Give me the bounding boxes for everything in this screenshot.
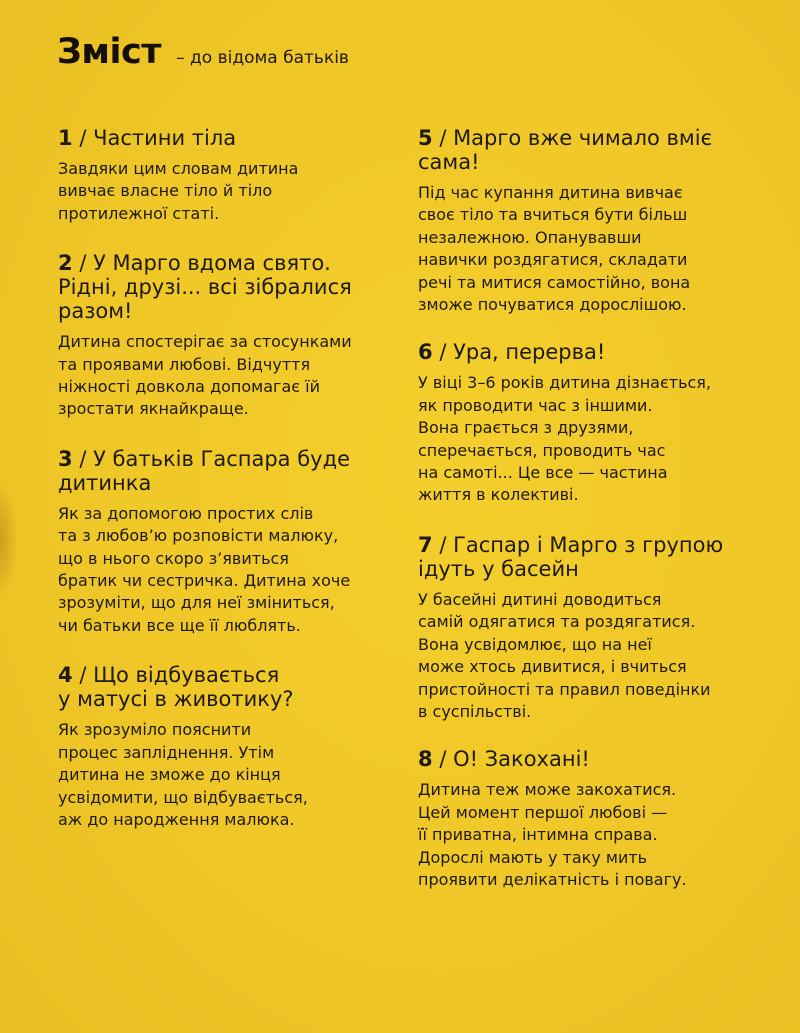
contents-section-5 [418,126,758,316]
section-body-line: пристойності та правил поведінки [418,679,711,699]
section-body [418,589,758,723]
section-body-line: зрозуміти, що для неї зміниться, [58,593,335,613]
section-title-line [58,126,398,150]
section-number: 4 [58,663,73,688]
section-body-line: Як зрозуміло пояснити [58,720,252,740]
section-title [58,663,398,711]
right-column [418,126,758,891]
section-title [418,533,758,581]
contents-section-1 [58,126,398,225]
section-body-line: на самоті... Це все — частина [418,463,668,483]
section-title-text: / Гаспар і Марго з групою [439,532,724,557]
page-header [57,32,349,72]
section-title-text: / У батьків Гаспара буде [79,446,351,471]
section-body-line: дитина не зможе до кінця [58,765,281,785]
contents-section-2 [58,251,398,421]
section-title-line: у матусі в животику? [58,687,294,712]
section-body-line: Вона грається з друзями, [418,418,634,438]
section-title-text: / Частини тіла [79,126,237,150]
section-title-line [418,747,758,771]
section-body-line: життя в колективі. [418,485,579,505]
section-title [58,251,398,323]
section-title-line: ідуть у басейн [418,556,579,581]
section-title-text: / Що відбувається [79,663,280,688]
section-number: 1 [58,126,73,150]
section-body-line: Завдяки цим словам дитина [58,159,299,178]
page-subtitle: – до відома батьків [176,48,349,68]
section-body-line: Як за допомогою простих слів [58,503,314,523]
section-body-line: Дорослі мають у таку мить [418,847,648,867]
left-column [58,126,398,831]
section-body [418,372,758,506]
section-number: 5 [418,126,433,150]
section-body-line: чи батьки все ще її люблять. [58,615,301,635]
section-body [58,503,398,637]
contents-section-6 [418,340,758,506]
section-number: 6 [418,340,433,365]
section-title [58,126,398,150]
section-body-line: Дитина теж може закохатися. [418,780,677,800]
section-body-line: У віці 3–6 років дитина дізнається, [418,373,711,393]
section-body-line: Цей момент першої любові — [418,802,668,822]
section-body-line: аж до народження малюка. [58,809,295,829]
section-title [418,340,758,364]
section-title-line [418,533,758,557]
section-body-line: зростати якнайкраще. [58,399,249,419]
section-body-line: усвідомити, що відбувається, [58,787,308,807]
section-number: 7 [418,532,433,557]
section-body-line: ніжності довкола допомагає їй [58,377,320,397]
contents-section-7 [418,533,758,723]
section-title [418,126,758,174]
section-title-text: / О! Закохані! [439,747,590,772]
section-body-line: як проводити час з іншими. [418,395,653,415]
contents-section-8 [418,747,758,891]
section-body-line: незалежною. Опанувавши [418,227,642,247]
section-title-line: Рідні, друзі... всі зібралися [58,275,352,300]
section-body-line: Під час купання дитина вивчає [418,183,683,202]
section-body-line: та з любов’ю розповісти малюку, [58,526,339,546]
section-body-line: сперечається, проводить час [418,440,666,460]
page-edge-shadow [0,480,18,600]
section-title-line [418,340,758,364]
section-title-text: / Марго вже чимало вміє [439,126,713,150]
page-title: Зміст [57,32,162,72]
section-body-line: протилежної статі. [58,203,220,223]
section-number: 2 [58,251,73,276]
section-body-line: може хтось дивитися, і вчиться [418,657,687,677]
section-number: 3 [58,446,73,471]
section-title [58,447,398,495]
section-body [58,719,398,831]
section-body [58,158,398,225]
section-body-line: Дитина спостерігає за стосунками [58,332,352,352]
section-title-line [58,447,398,471]
section-title-line: дитинка [58,470,152,495]
section-title-line: сама! [418,150,480,174]
section-body-line: Вона усвідомлює, що на неї [418,634,652,654]
section-title-line [58,251,398,275]
section-body-line: навички роздягатися, складати [418,250,688,270]
section-title-line [418,126,758,150]
section-body-line: своє тіло та вчиться бути більш [418,205,688,225]
section-body-line: У басейні дитині доводиться [418,589,662,609]
section-title-text: / Ура, перерва! [439,340,606,365]
section-title-line: разом! [58,299,133,324]
section-title-text: / У Марго вдома свято. [79,251,331,276]
section-body [418,182,758,316]
section-number: 8 [418,747,433,772]
section-body-line: вивчає власне тіло й тіло [58,181,273,201]
section-body-line: що в нього скоро з’явиться [58,548,289,568]
section-body-line: зможе почуватися дорослішою. [418,295,687,315]
section-body [418,779,758,891]
section-body [58,331,398,421]
section-title [418,747,758,771]
section-title-line [58,663,398,687]
contents-section-4 [58,663,398,831]
section-body-line: та проявами любові. Відчуття [58,354,311,374]
section-body-line: в суспільстві. [418,701,532,721]
section-body-line: процес запліднення. Утім [58,742,275,762]
contents-section-3 [58,447,398,637]
section-body-line: братик чи сестричка. Дитина хоче [58,571,351,591]
section-body-line: її приватна, інтимна справа. [418,825,658,845]
section-body-line: проявити делікатність і повагу. [418,869,687,889]
section-body-line: речі та митися самостійно, вона [418,272,691,292]
section-body-line: самій одягатися та роздягатися. [418,612,696,632]
